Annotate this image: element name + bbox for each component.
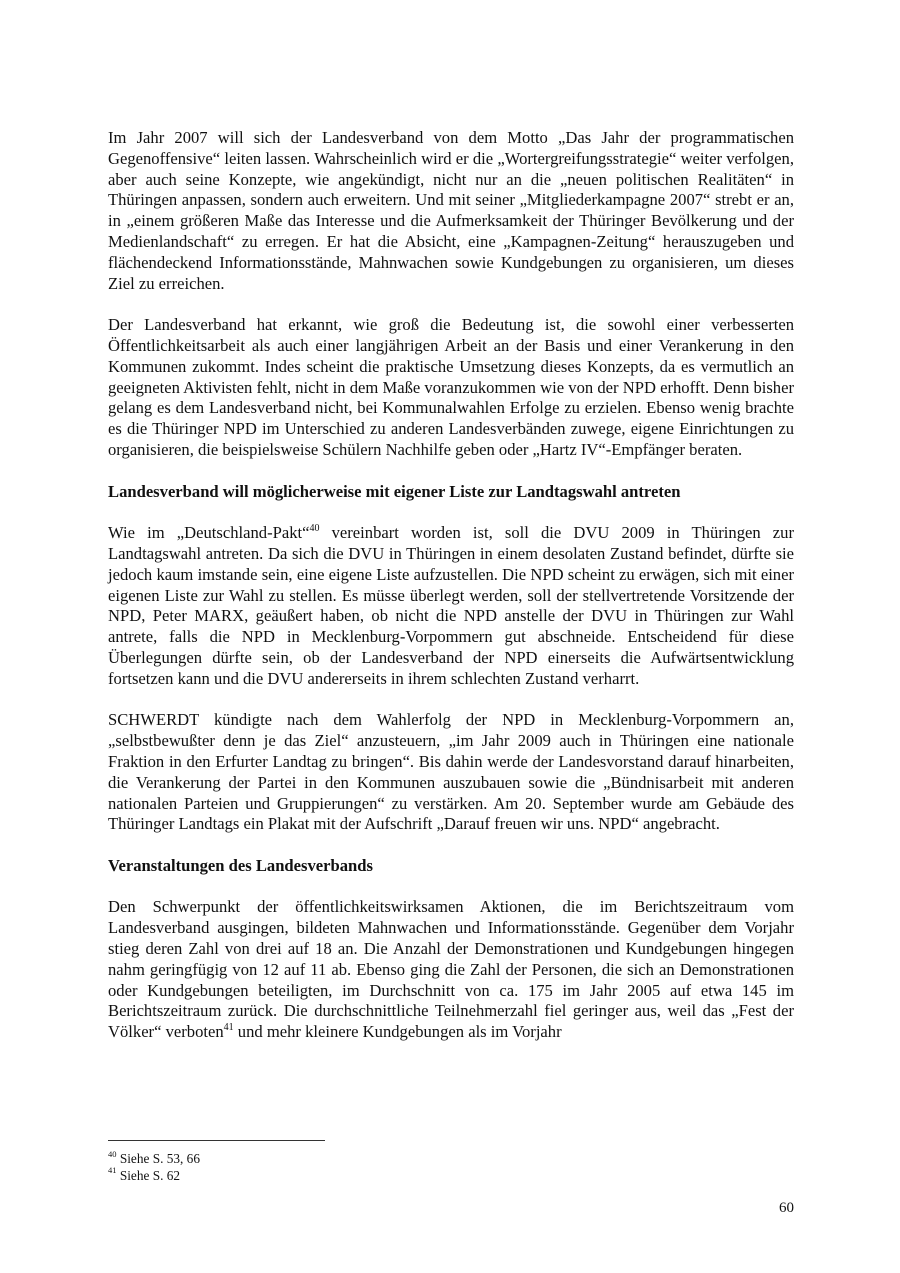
footnote-ref-41: 41 bbox=[223, 1021, 234, 1033]
paragraph-3 bbox=[108, 523, 794, 689]
footnote-text: Siehe S. 53, 66 bbox=[116, 1151, 200, 1166]
footnote-number: 41 bbox=[108, 1165, 117, 1176]
footnote-text: Siehe S. 62 bbox=[116, 1167, 181, 1183]
footnote-divider bbox=[108, 1140, 325, 1141]
paragraph-5 bbox=[108, 897, 794, 1043]
paragraph-1: Im Jahr 2007 will sich der Landesverband von dem Motto „Das Jahr der programmatischen Gegenoffensive“ leiten lassen. Wahrscheinlich wird er die „Wortergreifungsstrategie“ weiter verfolgen, aber auch seine Konzepte, wie angekündigt, nicht nur an die „neuen politischen Realitäten“ in Thüringen anpassen, sondern auch erweitern. Und mit seiner „Mitgliederkampagne 2007“ strebt er an, in „einem größeren Maße das Interesse und die Aufmerksamkeit der Thüringer Bevölkerung und der Medienlandschaft“ zu erregen. Er hat die Absicht, eine „Kampagnen-Zeitung“ herauszugeben und flächendeckend Informationsstände, Mahnwachen sowie Kundgebungen zu organisieren, um dieses Ziel zu erreichen. bbox=[108, 128, 794, 293]
heading-veranstaltungen: Veranstaltungen des Landesverbands bbox=[108, 855, 373, 875]
body-text bbox=[108, 128, 794, 1064]
footnote-41 bbox=[108, 1165, 794, 1185]
paragraph-3-end: vereinbart worden ist, soll die DVU 2009 in Thüringen zur Landtagswahl antreten. Da sich die DVU in Thüringen in einem desolaten Zustand befindet, dürfte sie jedoch kaum imstande sein, eine eigene Liste aufzustellen. Die NPD scheint zu erwägen, sich mit einer eigenen Liste zur Wahl zu stellen. Es müsse überlegt werden, soll der stellvertretende Vorsitzende der NPD, Peter MARX, geäußert haben, ob nicht die NPD anstelle der DVU in Thüringen zur Wahl antrete, falls die NPD in Mecklenburg-Vorpommern gut abschneide. Entscheidend für diese Überlegungen dürfte sein, ob der Landesverband der NPD einerseits die Aufwärtsentwicklung fortsetzen kann und die DVU andererseits in ihrem schlechten Zustand verharrt. bbox=[108, 523, 794, 688]
footnote-40 bbox=[108, 1148, 794, 1168]
paragraph-3-start: Wie im „Deutschland-Pakt“ bbox=[108, 523, 310, 543]
paragraph-4: SCHWERDT kündigte nach dem Wahlerfolg der NPD in Mecklenburg-Vorpommern an, „selbstbewußter denn je das Ziel“ anzusteuern, „im Jahr 2009 auch in Thüringen eine nationale Fraktion in den Erfurter Landtag zu bringen“. Bis dahin werde der Landesvorstand darauf hinarbeiten, die Verankerung der Partei in den Kommunen auszubauen sowie die „Bündnisarbeit mit anderen nationalen Parteien und Gruppierungen“ zu verstärken. Am 20. September wurde am Gebäude des Thüringer Landtags ein Plakat mit der Aufschrift „Darauf freuen wir uns. NPD“ angebracht. bbox=[108, 710, 794, 834]
paragraph-5-start: Den Schwerpunkt der öffentlichkeitswirksamen Aktionen, die im Berichtszeitraum vom Landesverband ausgingen, bildeten Mahnwachen und Informationsstände. Gegenüber dem Vorjahr stieg deren Zahl von drei auf 18 an. Die Anzahl der Demonstrationen und Kundgebungen hingegen nahm geringfügig von 12 auf 11 ab. Ebenso ging die Zahl der Personen, die sich an Demonstrationen oder Kundgebungen beteiligten, im Durchschnitt von ca. 175 im Jahr 2005 auf etwa 145 im Berichtszeitraum zurück. Die durchschnittliche Teilnehmerzahl fiel geringer aus, weil das „Fest der Völker“ verboten bbox=[108, 897, 794, 1042]
heading-landtagswahl: Landesverband will möglicherweise mit eigener Liste zur Landtagswahl antreten bbox=[108, 481, 681, 501]
paragraph-2: Der Landesverband hat erkannt, wie groß die Bedeutung ist, die sowohl einer verbesserten Öffentlichkeitsarbeit als auch einer langjährigen Arbeit an der Basis und einer Verankerung in den Kommunen zukommt. Indes scheint die praktische Umsetzung dieses Konzepts, da es vermutlich an geeigneten Aktivisten fehlt, nicht in dem Maße voranzukommen wie von der NPD erhofft. Denn bisher gelang es dem Landesverband nicht, bei Kommunalwahlen Erfolge zu erzielen. Ebenso wenig brachte es die Thüringer NPD im Unterschied zu anderen Landesverbänden zuwege, eigene Einrichtungen zu organisieren, die beispielsweise Schülern Nachhilfe geben oder „Hartz IV“-Empfänger beraten. bbox=[108, 315, 794, 459]
paragraph-5-end: und mehr kleinere Kundgebungen als im Vorjahr bbox=[233, 1022, 562, 1042]
footnotes bbox=[108, 1148, 794, 1184]
footnote-ref-40: 40 bbox=[309, 522, 320, 534]
footnote-number: 40 bbox=[108, 1148, 117, 1159]
page-number: 60 bbox=[779, 1200, 794, 1216]
